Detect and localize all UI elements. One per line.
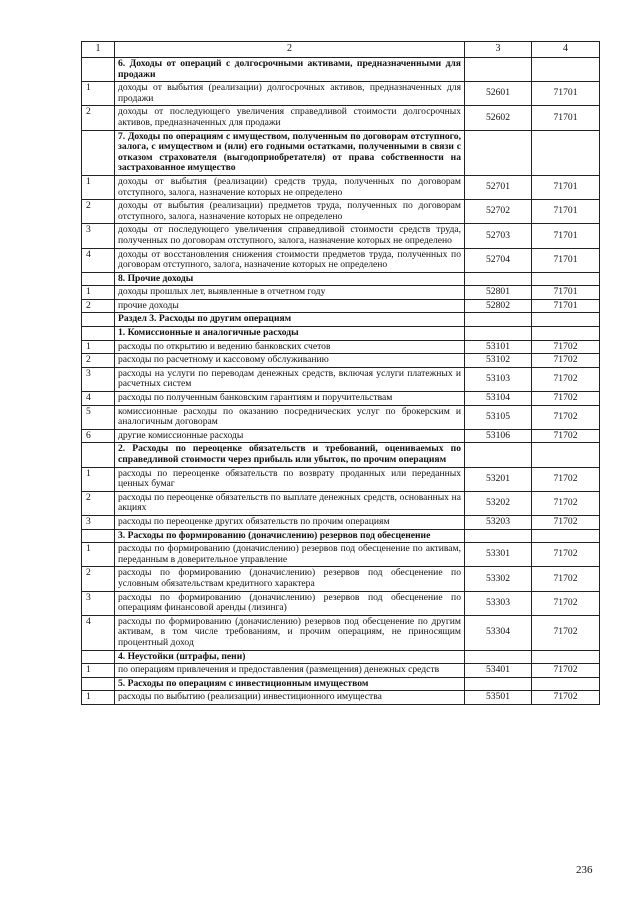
table-row — [82, 405, 600, 429]
account-code: 53101 — [465, 340, 532, 354]
row-number: 1 — [82, 340, 115, 354]
account-code: 52702 — [465, 200, 532, 224]
row-number: 2 — [82, 567, 115, 591]
account-code: 53302 — [465, 567, 532, 591]
table-row — [82, 591, 600, 615]
section-heading-row — [82, 529, 600, 543]
section-title: 1. Комиссионные и аналогичные расходы — [115, 327, 465, 341]
section-title: 3. Расходы по формированию (доначислению) резервов под обесценение — [115, 529, 465, 543]
report-symbol: 71702 — [532, 491, 600, 515]
row-number — [82, 443, 115, 467]
account-code — [465, 313, 532, 327]
table-row — [82, 392, 600, 406]
report-symbol — [532, 313, 600, 327]
table-row — [82, 106, 600, 130]
report-symbol: 71701 — [532, 248, 600, 272]
table-row — [82, 367, 600, 391]
row-description: расходы по формированию (доначислению) резервов под обесценение по другим активам, в том числе требованиям, и прочим операциям, не приносящим процентный доход — [115, 615, 465, 650]
account-code: 52601 — [465, 82, 532, 106]
account-code: 52802 — [465, 299, 532, 313]
section-heading-row — [82, 443, 600, 467]
account-code: 53301 — [465, 543, 532, 567]
row-number: 2 — [82, 354, 115, 368]
row-description: прочие доходы — [115, 299, 465, 313]
table-row — [82, 175, 600, 199]
row-description: доходы от выбытия (реализации) долгосрочных активов, предназначенных для продажи — [115, 82, 465, 106]
row-number — [82, 58, 115, 82]
table-row — [82, 664, 600, 678]
row-number: 4 — [82, 392, 115, 406]
report-symbol — [532, 650, 600, 664]
account-code: 53501 — [465, 691, 532, 705]
table-row — [82, 491, 600, 515]
row-description: расходы по формированию (доначислению) резервов под обесценение по активам, переданным в доверительное управление — [115, 543, 465, 567]
section-heading-row — [82, 313, 600, 327]
row-description: доходы от последующего увеличения справедливой стоимости долгосрочных активов, предназначенных для продажи — [115, 106, 465, 130]
report-symbol: 71702 — [532, 429, 600, 443]
account-code: 53104 — [465, 392, 532, 406]
section-title: 5. Расходы по операциям с инвестиционным имуществом — [115, 677, 465, 691]
account-code — [465, 272, 532, 286]
report-symbol: 71702 — [532, 367, 600, 391]
report-symbol: 71702 — [532, 543, 600, 567]
row-number: 3 — [82, 591, 115, 615]
row-number — [82, 130, 115, 175]
account-code — [465, 529, 532, 543]
row-number: 1 — [82, 467, 115, 491]
row-number: 1 — [82, 691, 115, 705]
report-symbol — [532, 272, 600, 286]
report-symbol — [532, 58, 600, 82]
section-heading-row — [82, 327, 600, 341]
section-title: 7. Доходы по операциям с имуществом, полученным по договорам отступного, залога, с имуществом и (или) его годными остатками, полученными в связи с отказом страхователя (выгодоприобретателя) от права собственности на застрахованное имущество — [115, 130, 465, 175]
account-code: 52701 — [465, 175, 532, 199]
account-code — [465, 650, 532, 664]
account-code — [465, 130, 532, 175]
row-number: 4 — [82, 615, 115, 650]
report-symbol: 71702 — [532, 691, 600, 705]
row-number: 2 — [82, 299, 115, 313]
table-row — [82, 82, 600, 106]
row-number: 4 — [82, 248, 115, 272]
table-row — [82, 354, 600, 368]
section-title: 8. Прочие доходы — [115, 272, 465, 286]
row-number: 1 — [82, 175, 115, 199]
account-code — [465, 677, 532, 691]
section-title: Раздел 3. Расходы по другим операциям — [115, 313, 465, 327]
row-number: 1 — [82, 543, 115, 567]
page-number: 236 — [576, 864, 593, 876]
report-symbol: 71701 — [532, 200, 600, 224]
row-number: 2 — [82, 106, 115, 130]
row-description: другие комиссионные расходы — [115, 429, 465, 443]
report-symbol: 71702 — [532, 664, 600, 678]
table-row — [82, 224, 600, 248]
report-symbol: 71702 — [532, 354, 600, 368]
report-symbol: 71701 — [532, 106, 600, 130]
account-code: 53203 — [465, 515, 532, 529]
section-heading-row — [82, 650, 600, 664]
report-symbol: 71702 — [532, 615, 600, 650]
report-symbol: 71702 — [532, 515, 600, 529]
account-code: 53303 — [465, 591, 532, 615]
account-code: 53105 — [465, 405, 532, 429]
section-heading-row — [82, 58, 600, 82]
report-symbol: 71702 — [532, 340, 600, 354]
account-code: 52602 — [465, 106, 532, 130]
section-heading-row — [82, 272, 600, 286]
account-code: 53102 — [465, 354, 532, 368]
account-code: 53201 — [465, 467, 532, 491]
report-symbol — [532, 529, 600, 543]
header-cell: 4 — [532, 42, 600, 58]
row-description: расходы по полученным банковским гарантиям и поручительствам — [115, 392, 465, 406]
section-title: 4. Неустойки (штрафы, пени) — [115, 650, 465, 664]
table-row — [82, 340, 600, 354]
row-description: доходы от последующего увеличения справедливой стоимости средств труда, полученных по договорам отступного, залога, назначение которых не определено — [115, 224, 465, 248]
row-number: 2 — [82, 491, 115, 515]
row-description: расходы по формированию (доначислению) резервов под обесценение по операциям финансовой аренды (лизинга) — [115, 591, 465, 615]
row-number — [82, 313, 115, 327]
row-number — [82, 677, 115, 691]
section-heading-row — [82, 130, 600, 175]
row-description: расходы на услуги по переводам денежных средств, включая услуги платежных и расчетных систем — [115, 367, 465, 391]
report-symbol: 71701 — [532, 224, 600, 248]
row-number — [82, 529, 115, 543]
header-cell: 1 — [82, 42, 115, 58]
account-code: 52704 — [465, 248, 532, 272]
row-number: 2 — [82, 200, 115, 224]
account-code — [465, 58, 532, 82]
header-cell: 3 — [465, 42, 532, 58]
accounts-table — [81, 41, 600, 705]
account-code: 53202 — [465, 491, 532, 515]
row-description: доходы от восстановления снижения стоимости предметов труда, полученных по договорам отступного, залога, назначение которых не определено — [115, 248, 465, 272]
row-number — [82, 327, 115, 341]
row-number: 3 — [82, 224, 115, 248]
report-symbol: 71702 — [532, 591, 600, 615]
report-symbol: 71702 — [532, 567, 600, 591]
table-header-row — [82, 42, 600, 58]
row-description: доходы прошлых лет, выявленные в отчетном году — [115, 286, 465, 300]
table-row — [82, 286, 600, 300]
account-code: 53103 — [465, 367, 532, 391]
row-description: расходы по выбытию (реализации) инвестиционного имущества — [115, 691, 465, 705]
accounts-table-body — [82, 42, 600, 705]
row-number: 1 — [82, 286, 115, 300]
account-code: 53304 — [465, 615, 532, 650]
report-symbol: 71701 — [532, 175, 600, 199]
row-description: по операциям привлечения и предоставления (размещения) денежных средств — [115, 664, 465, 678]
account-code: 52801 — [465, 286, 532, 300]
report-symbol: 71702 — [532, 392, 600, 406]
row-number: 1 — [82, 82, 115, 106]
table-row — [82, 200, 600, 224]
table-row — [82, 467, 600, 491]
row-description: расходы по расчетному и кассовому обслуживанию — [115, 354, 465, 368]
report-symbol: 71701 — [532, 286, 600, 300]
table-row — [82, 567, 600, 591]
row-description: расходы по открытию и ведению банковских счетов — [115, 340, 465, 354]
report-symbol — [532, 443, 600, 467]
row-number: 3 — [82, 515, 115, 529]
section-title: 2. Расходы по переоценке обязательств и требований, оцениваемых по справедливой стоимости через прибыль или убыток, по прочим операциям — [115, 443, 465, 467]
account-code: 53106 — [465, 429, 532, 443]
table-row — [82, 543, 600, 567]
row-number: 6 — [82, 429, 115, 443]
row-number — [82, 272, 115, 286]
row-description: доходы от выбытия (реализации) предметов труда, полученных по договорам отступного, залога, назначение которых не определено — [115, 200, 465, 224]
row-description: расходы по формированию (доначислению) резервов под обесценение по условным обязательствам кредитного характера — [115, 567, 465, 591]
row-number: 1 — [82, 664, 115, 678]
report-symbol: 71702 — [532, 467, 600, 491]
account-code — [465, 443, 532, 467]
row-description: комиссионные расходы по оказанию посреднических услуг по брокерским и аналогичным договорам — [115, 405, 465, 429]
account-code: 52703 — [465, 224, 532, 248]
row-number — [82, 650, 115, 664]
row-description: расходы по переоценке других обязательств по прочим операциям — [115, 515, 465, 529]
row-number: 3 — [82, 367, 115, 391]
report-symbol: 71701 — [532, 299, 600, 313]
table-row — [82, 515, 600, 529]
account-code: 53401 — [465, 664, 532, 678]
table-row — [82, 248, 600, 272]
report-symbol — [532, 130, 600, 175]
report-symbol — [532, 677, 600, 691]
section-heading-row — [82, 677, 600, 691]
account-code — [465, 327, 532, 341]
row-number: 5 — [82, 405, 115, 429]
section-title: 6. Доходы от операций с долгосрочными активами, предназначенными для продажи — [115, 58, 465, 82]
table-row — [82, 429, 600, 443]
table-row — [82, 299, 600, 313]
row-description: расходы по переоценке обязательств по выплате денежных средств, основанных на акциях — [115, 491, 465, 515]
report-symbol — [532, 327, 600, 341]
header-cell: 2 — [115, 42, 465, 58]
report-symbol: 71702 — [532, 405, 600, 429]
row-description: доходы от выбытия (реализации) средств труда, полученных по договорам отступного, залога, назначение которых не определено — [115, 175, 465, 199]
table-row — [82, 615, 600, 650]
row-description: расходы по переоценке обязательств по возврату проданных или переданных ценных бумаг — [115, 467, 465, 491]
report-symbol: 71701 — [532, 82, 600, 106]
table-row — [82, 691, 600, 705]
